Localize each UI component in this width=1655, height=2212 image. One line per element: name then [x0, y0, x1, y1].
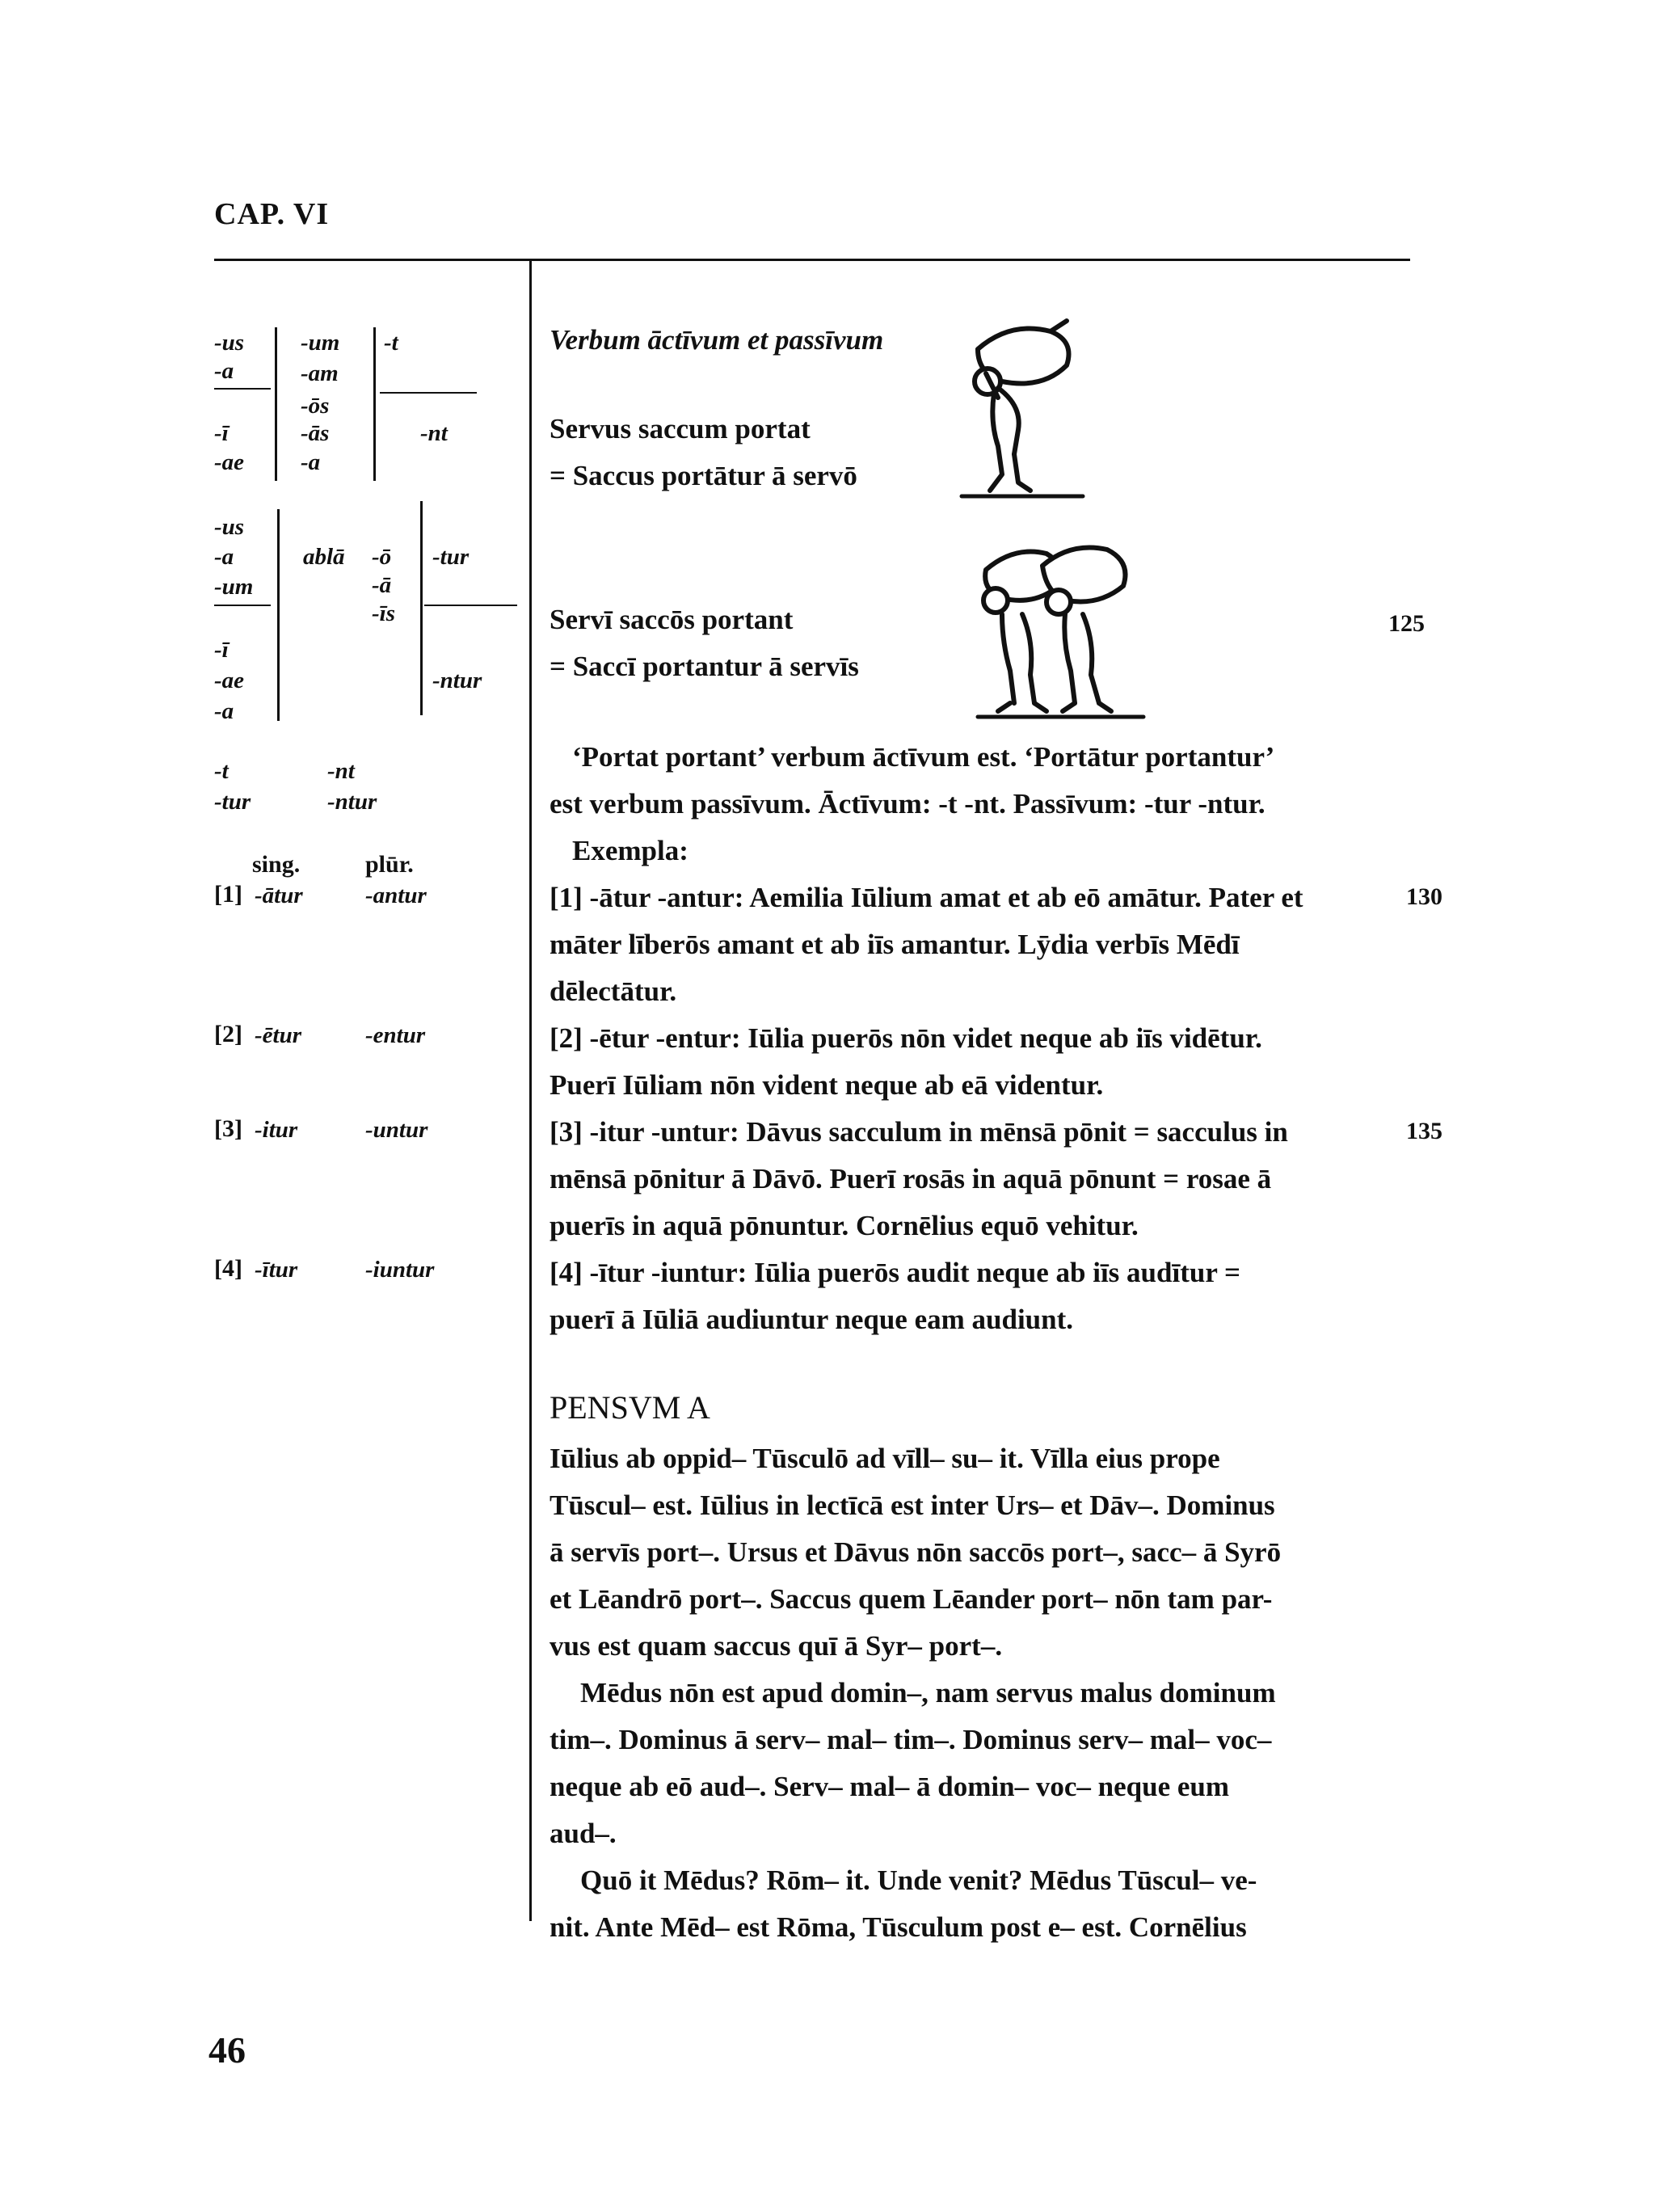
ending: -tur	[214, 789, 251, 815]
ending: -um	[301, 330, 340, 356]
singular-label: sing.	[252, 851, 301, 878]
conjugation-number: [3]	[214, 1115, 242, 1142]
page-number: 46	[208, 2029, 246, 2071]
divider	[380, 392, 477, 394]
ending: -ae	[214, 668, 245, 693]
line-number: 125	[1388, 610, 1425, 637]
ending: -a	[214, 544, 234, 570]
text-line: Puerī Iūliam nōn vident neque ab eā videntur.	[550, 1069, 1104, 1101]
ending: -tur	[432, 544, 470, 570]
exercise-title: PENSVM A	[550, 1389, 710, 1426]
ending: -ī	[214, 637, 229, 663]
ending: -ntur	[432, 668, 482, 693]
ending: -am	[301, 360, 339, 386]
header-rule	[214, 259, 1410, 261]
ending: -us	[214, 514, 245, 540]
text-line: dēlectātur.	[550, 975, 677, 1007]
text-line: neque ab eō aud–. Serv– mal– ā domin– voc– neque eum	[550, 1771, 1230, 1802]
ending: -t	[214, 758, 229, 784]
text-line: et Lēandrō port–. Saccus quem Lēander port– nōn tam par-	[550, 1583, 1273, 1615]
singular-ending: -itur	[255, 1117, 298, 1143]
ending: -ae	[214, 449, 245, 475]
text-line: Exempla:	[572, 835, 689, 866]
plural-ending: -untur	[365, 1117, 428, 1143]
text-line: [3] -itur -untur: Dāvus sacculum in mēnsā pōnit = sacculus in	[550, 1116, 1288, 1148]
conjugation-number: [1]	[214, 881, 242, 908]
ending: -īs	[372, 600, 395, 626]
text-line: Iūlius ab oppid– Tūsculō ad vīll– su– it. Vīlla eius prope	[550, 1443, 1220, 1474]
ending: -ntur	[327, 789, 377, 815]
ending: -nt	[420, 420, 448, 446]
ending: -us	[214, 330, 245, 356]
example-sentence: Servī saccōs portant	[550, 604, 794, 635]
text-line: Mēdus nōn est apud domin–, nam servus malus dominum	[580, 1677, 1276, 1709]
plural-ending: -entur	[365, 1022, 426, 1048]
ending: -a	[214, 358, 234, 384]
ending: -nt	[327, 758, 355, 784]
conjugation-number: [2]	[214, 1021, 242, 1047]
text-line: est verbum passīvum. Āctīvum: -t -nt. Passīvum: -tur -ntur.	[550, 788, 1265, 819]
example-sentence: Servus saccum portat	[550, 413, 811, 445]
text-line: [2] -ētur -entur: Iūlia puerōs nōn videt neque ab iīs vidētur.	[550, 1022, 1262, 1054]
text-line: ‘Portat portant’ verbum āctīvum est. ‘Portātur portantur’	[572, 741, 1275, 773]
singular-ending: -ītur	[255, 1257, 298, 1283]
ending: -a	[214, 698, 234, 724]
plural-ending: -antur	[365, 883, 427, 908]
text-line: Tūscul– est. Iūlius in lectīcā est inter Urs– et Dāv–. Dominus	[550, 1489, 1275, 1521]
text-line: [1] -ātur -antur: Aemilia Iūlium amat et ab eō amātur. Pater et	[550, 882, 1303, 913]
plural-label: plūr.	[365, 851, 414, 878]
line-number: 135	[1406, 1118, 1442, 1144]
singular-ending: -ētur	[255, 1022, 301, 1048]
singular-ending: -ātur	[255, 883, 303, 908]
divider	[214, 388, 271, 390]
divider	[373, 327, 376, 481]
servant-carrying-sack-illustration	[954, 317, 1091, 503]
text-line: [4] -ītur -iuntur: Iūlia puerōs audit neque ab iīs audītur =	[550, 1257, 1240, 1288]
two-servants-carrying-sacks-illustration	[970, 537, 1156, 723]
text-line: mēnsā pōnitur ā Dāvō. Puerī rosās in aquā pōnunt = rosae ā	[550, 1163, 1272, 1194]
divider	[277, 509, 280, 721]
column-divider	[529, 260, 532, 1921]
ending: -ās	[301, 420, 330, 446]
ending: -um	[214, 574, 254, 600]
ending: -a	[301, 449, 321, 475]
conjugation-number: [4]	[214, 1255, 242, 1282]
plural-ending: -iuntur	[365, 1257, 435, 1283]
ending: -t	[384, 330, 398, 356]
ablative-label: ablā	[303, 544, 345, 570]
ending: -ōs	[301, 393, 330, 419]
text-line: puerī ā Iūliā audiuntur neque eam audiunt.	[550, 1304, 1074, 1335]
text-line: nit. Ante Mēd– est Rōma, Tūsculum post e– est. Cornēlius	[550, 1911, 1247, 1943]
section-title: Verbum āctīvum et passīvum	[550, 324, 884, 356]
text-line: vus est quam saccus quī ā Syr– port–.	[550, 1630, 1003, 1662]
line-number: 130	[1406, 883, 1442, 910]
text-line: aud–.	[550, 1818, 617, 1849]
example-sentence: = Saccus portātur ā servō	[550, 460, 857, 491]
text-line: tim–. Dominus ā serv– mal– tim–. Dominus serv– mal– voc–	[550, 1724, 1272, 1755]
ending: -ō	[372, 544, 392, 570]
example-sentence: = Saccī portantur ā servīs	[550, 651, 859, 682]
divider	[275, 327, 277, 481]
ending: -ī	[214, 420, 229, 446]
divider	[420, 501, 423, 715]
divider	[424, 605, 517, 606]
chapter-heading: CAP. VI	[214, 197, 330, 231]
text-line: ā servīs port–. Ursus et Dāvus nōn saccōs port–, sacc– ā Syrō	[550, 1536, 1282, 1568]
ending: -ā	[372, 572, 392, 598]
divider	[214, 605, 271, 606]
text-line: puerīs in aquā pōnuntur. Cornēlius equō vehitur.	[550, 1210, 1139, 1241]
text-line: Quō it Mēdus? Rōm– it. Unde venit? Mēdus Tūscul– ve-	[580, 1864, 1257, 1896]
text-line: māter līberōs amant et ab iīs amantur. Lȳdia verbīs Mēdī	[550, 929, 1240, 960]
